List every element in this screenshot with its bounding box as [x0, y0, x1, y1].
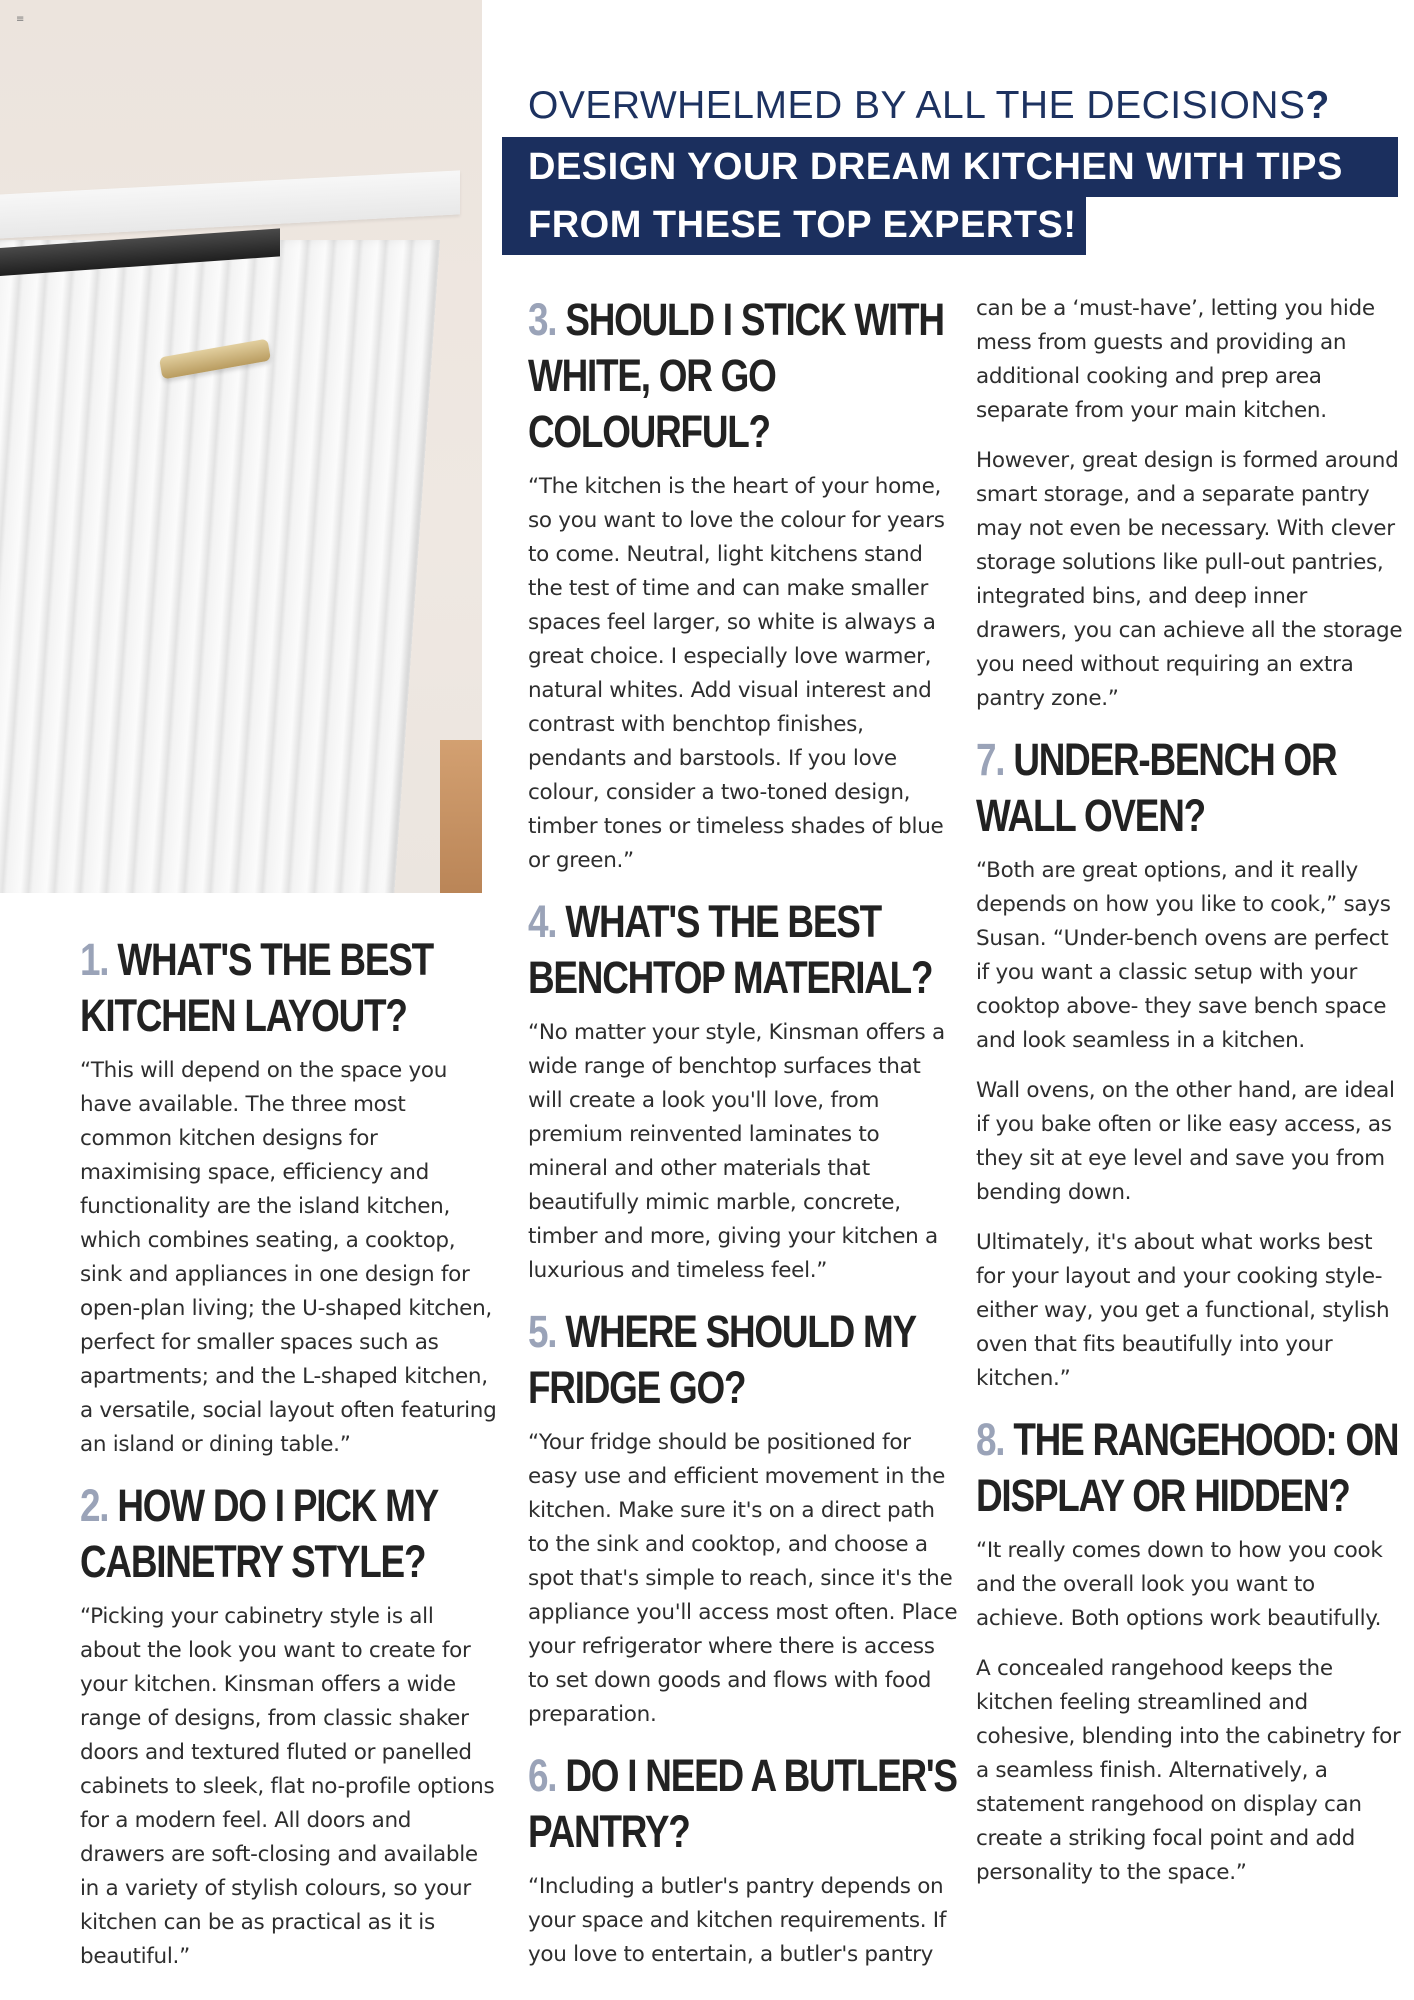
section-7-text-3: Ultimately, it's about what works best for your layout and your cooking style- either way, you get a functional, stylish oven that fits beautifully into your kitchen.”	[976, 1230, 1390, 1391]
banner-line-1: DESIGN YOUR DREAM KITCHEN WITH TIPS	[502, 137, 1398, 197]
banner-line-2: FROM THESE TOP EXPERTS!	[502, 195, 1086, 255]
kitchen-cabinet-photo	[0, 0, 482, 893]
section-8-heading: 8. THE RANGEHOOD: ON DISPLAY OR HIDDEN?	[976, 1414, 1399, 1521]
section-6-text-continued: can be a ‘must-have’, letting you hide mess from guests and providing an additional cooking and prep area separate from your main kitchen.	[976, 296, 1375, 423]
section-8-text-1: “It really comes down to how you cook and the overall look you want to achieve. Both options work beautifully.	[976, 1538, 1383, 1631]
section-4-heading: 4. WHAT'S THE BEST BENCHTOP MATERIAL?	[528, 896, 933, 1003]
column-3	[976, 292, 1404, 1906]
fluted-cabinet	[0, 240, 440, 893]
section-6-text-2: However, great design is formed around smart storage, and a separate pantry may not even be necessary. With clever storage solutions like pull-out pantries, integrated bins, and deep inner drawers, you can achieve all the storage you need without requiring an extra pantry zone.”	[976, 448, 1403, 711]
section-2-heading: 2. HOW DO I PICK MY CABINETRY STYLE?	[80, 1480, 438, 1587]
page-corner-mark: ≡	[16, 14, 25, 25]
section-5-text: “Your fridge should be positioned for easy use and efficient movement in the kitchen. Make sure it's on a direct path to the sink and cooktop, and choose a spot that's simple to reach, since it's the appliance you'll access most often. Place your refrigerator where there is access to set down goods and flows with food preparation.	[528, 1430, 958, 1727]
timber-floor	[440, 740, 482, 893]
section-7-text-2: Wall ovens, on the other hand, are ideal if you bake often or like easy access, as they sit at eye level and save you from bending down.	[976, 1078, 1395, 1205]
section-1-heading: 1. WHAT'S THE BEST KITCHEN LAYOUT?	[80, 934, 433, 1041]
section-7-heading: 7. UNDER-BENCH OR WALL OVEN?	[976, 734, 1337, 841]
section-3-text: “The kitchen is the heart of your home, so you want to love the colour for years to come. Neutral, light kitchens stand the test of time and can make smaller spaces feel larger, so white is always a great choice. I especially love warmer, natural whites. Add visual interest and contrast with benchtop finishes, pendants and barstools. If you love colour, consider a two-toned design, timber tones or timeless shades of blue or green.”	[528, 474, 945, 873]
column-2	[528, 292, 960, 1988]
section-3-heading: 3. SHOULD I STICK WITH WHITE, OR GO COLOURFUL?	[528, 294, 944, 457]
section-4-text: “No matter your style, Kinsman offers a wide range of benchtop surfaces that will create a look you'll love, from premium reinvented laminates to mineral and other materials that beautifully mimic marble, concrete, timber and more, giving your kitchen a luxurious and timeless feel.”	[528, 1020, 945, 1283]
section-1-text: “This will depend on the space you have available. The three most common kitchen designs for maximising space, efficiency and functionality are the island kitchen, which combines seating, a cooktop, sink and appliances in one design for open-plan living; the U-shaped kitchen, perfect for smaller spaces such as apartments; and the L-shaped kitchen, a versatile, social layout often featuring an island or dining table.”	[80, 1058, 497, 1457]
column-1	[80, 932, 500, 1990]
benchtop	[0, 170, 460, 239]
section-6-heading: 6. DO I NEED A BUTLER'S PANTRY?	[528, 1750, 957, 1857]
section-5-heading: 5. WHERE SHOULD MY FRIDGE GO?	[528, 1306, 916, 1413]
overline-heading: OVERWHELMED BY ALL THE DECISIONS?	[528, 84, 1330, 127]
section-7-text-1: “Both are great options, and it really depends on how you like to cook,” says Susan. “Under-bench ovens are perfect if you want a classic setup with your cooktop above- they save bench space and look seamless in a kitchen.	[976, 858, 1391, 1053]
section-6-text: “Including a butler's pantry depends on your space and kitchen requirements. If you love to entertain, a butler's pantry	[528, 1874, 947, 1967]
section-2-text: “Picking your cabinetry style is all about the look you want to create for your kitchen. Kinsman offers a wide range of designs, from classic shaker doors and textured fluted or panelled cabinets to sleek, flat no-profile options for a modern feel. All doors and drawers are soft-closing and available in a variety of stylish colours, so your kitchen can be as practical as it is beautiful.”	[80, 1604, 495, 1969]
section-8-text-2: A concealed rangehood keeps the kitchen feeling streamlined and cohesive, blending into the cabinetry for a seamless finish. Alternatively, a statement rangehood on display can create a striking focal point and add personality to the space.”	[976, 1656, 1401, 1885]
